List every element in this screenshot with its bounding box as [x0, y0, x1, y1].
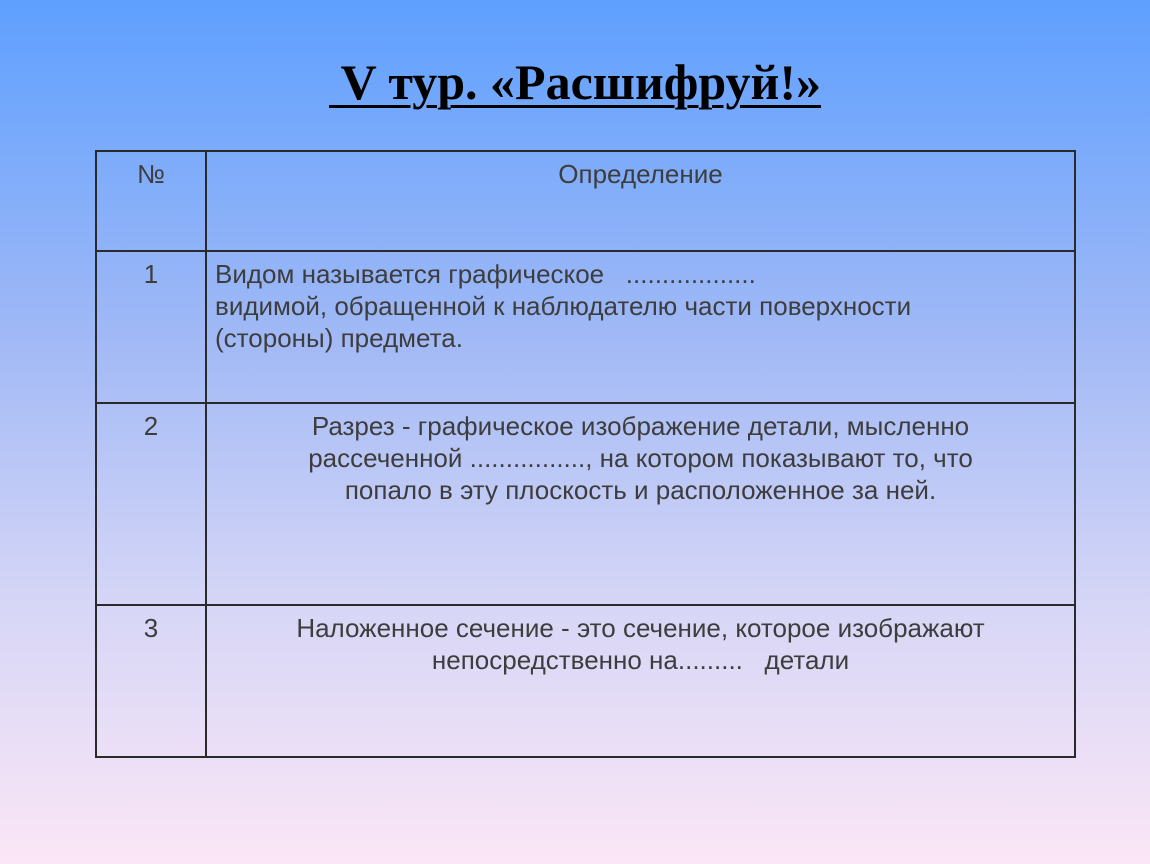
table-header-row	[96, 151, 1075, 251]
definition-line: (стороны) предмета.	[215, 323, 463, 353]
table-row	[96, 605, 1075, 757]
header-number-cell: №	[96, 151, 206, 251]
row-number-cell: 3	[96, 605, 206, 757]
row-number-cell: 1	[96, 251, 206, 403]
table-row	[96, 403, 1075, 605]
row-definition-cell	[206, 605, 1075, 757]
definition-line: попало в эту плоскость и расположенное за ней.	[344, 475, 937, 505]
row-definition-cell	[206, 403, 1075, 605]
definition-line: видимой, обращенной к наблюдателю части поверхности	[215, 291, 912, 321]
quiz-table	[95, 150, 1076, 758]
definition-line: Видом называется графическое ..................	[215, 259, 756, 289]
slide-title	[0, 52, 1150, 112]
table-row	[96, 251, 1075, 403]
slide-title-text: V тур. «Расшифруй!»	[329, 54, 821, 110]
row-number-cell: 2	[96, 403, 206, 605]
definition-line: Наложенное сечение - это сечение, которое изображают	[296, 613, 985, 643]
header-definition-cell: Определение	[206, 151, 1075, 251]
definition-line: рассеченной ................, на котором показывают то, что	[308, 443, 973, 473]
row-definition-cell	[206, 251, 1075, 403]
definition-line: Разрез - графическое изображение детали, мысленно	[311, 411, 970, 441]
definition-line: непосредственно на......... детали	[431, 645, 850, 675]
